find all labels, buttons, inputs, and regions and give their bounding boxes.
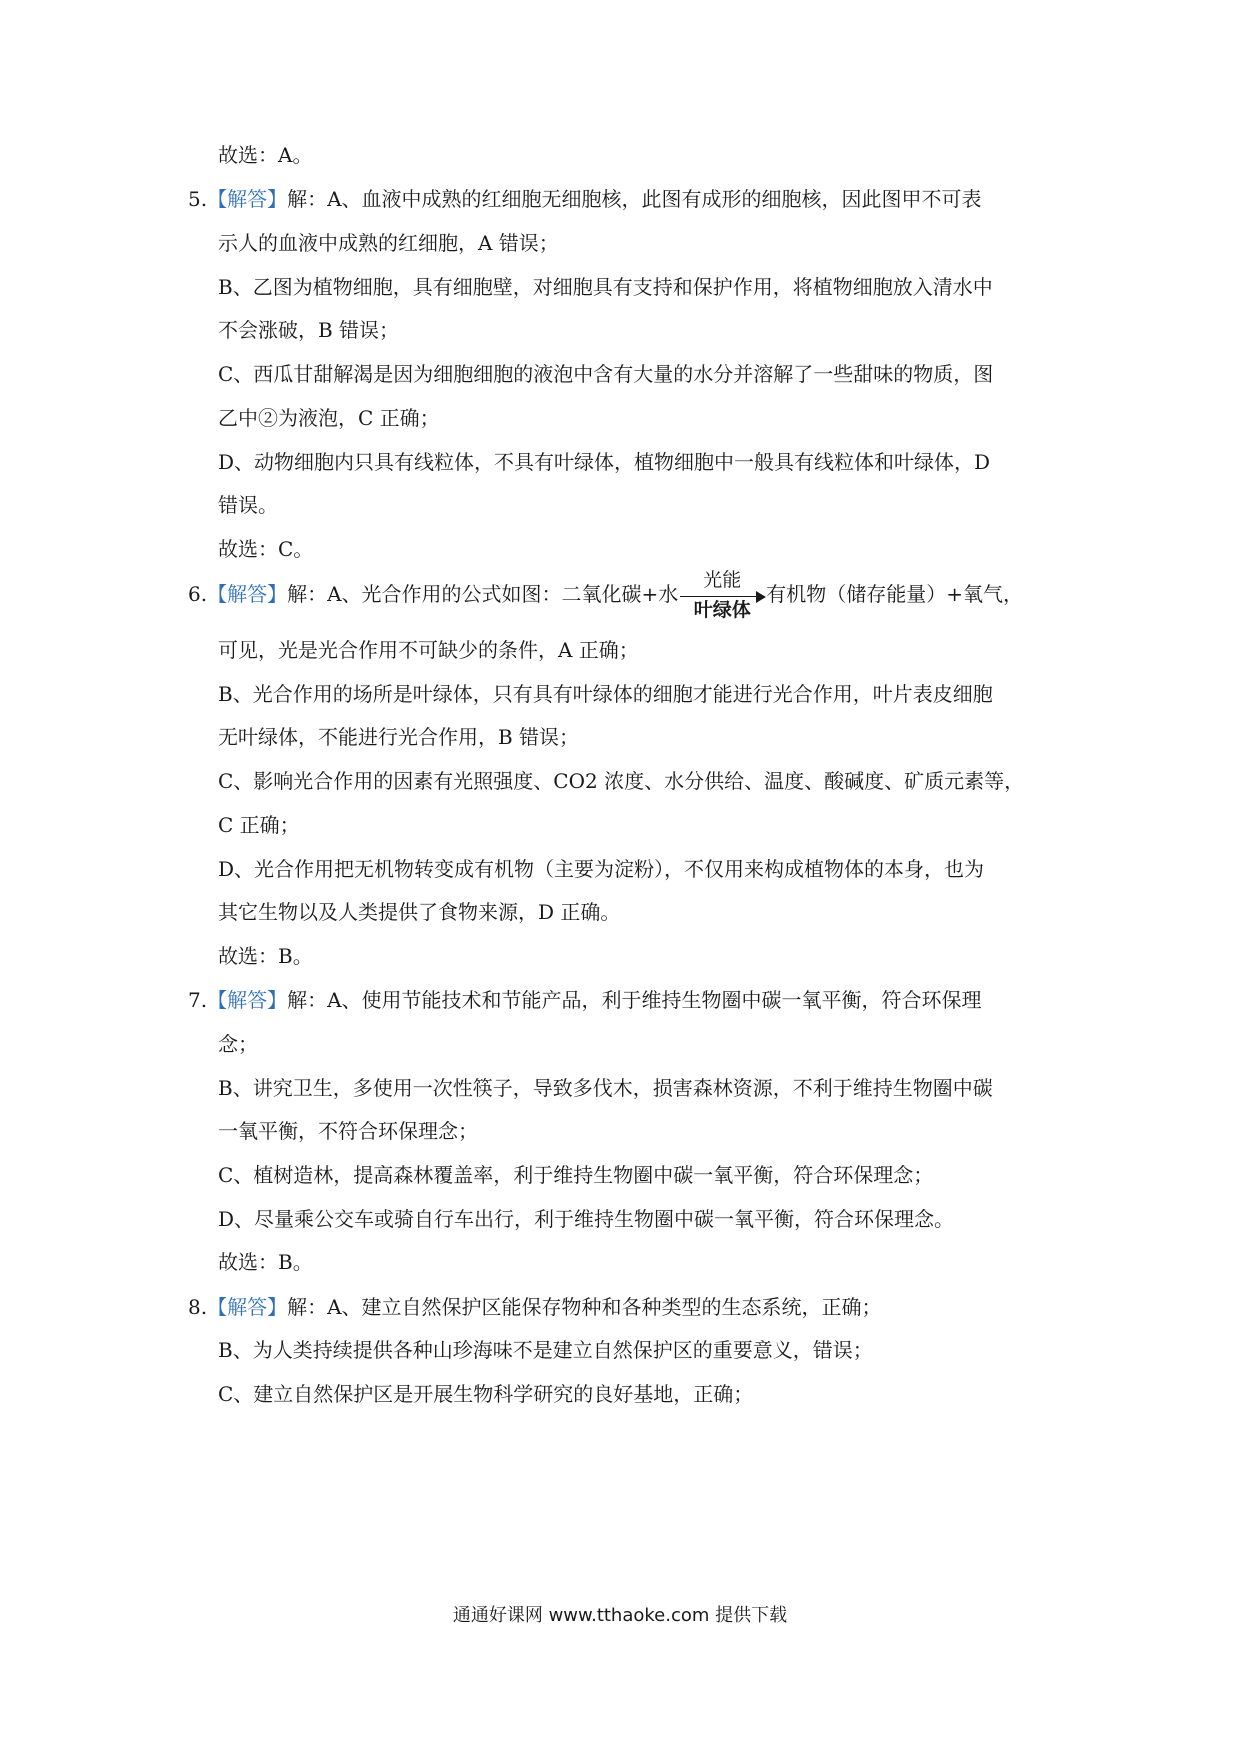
question-8-header [188,1293,882,1321]
answer-line: 无叶绿体，不能进行光合作用，B 错误； [218,725,580,749]
answer-line: B、讲究卫生，多使用一次性筷子，导致多伐木，损害森林资源，不利于维持生物圈中碳 [218,1076,993,1100]
answer-line: 可见，光是光合作用不可缺少的条件，A 正确； [218,638,639,662]
answer-tag: 【解答】 [207,582,288,606]
arrow-bottom-label: 叶绿体 [693,599,751,621]
answer-line: 其它生物以及人类提供了食物来源，D 正确。 [218,900,621,924]
answer-line: C、西瓜甘甜解渴是因为细胞细胞的液泡中含有大量的水分并溶解了一些甜味的物质，图 [218,362,994,386]
answer-text: 解：A、使用节能技术和节能产品，利于维持生物圈中碳一氧平衡，符合环保理 [287,988,982,1012]
answer-line: D、尽量乘公交车或骑自行车出行，利于维持生物圈中碳一氧平衡，符合环保理念。 [218,1207,955,1231]
question-6-header [188,569,1024,621]
question-number: 5. [188,187,208,211]
question-5-header [188,185,982,213]
answer-line: 念； [218,1032,258,1056]
arrow-top-label: 光能 [703,569,742,591]
reaction-arrow [678,569,766,621]
answer-line: 不会涨破，B 错误； [218,318,400,342]
answer-line: B、光合作用的场所是叶绿体，只有具有叶绿体的细胞才能进行光合作用，叶片表皮细胞 [218,682,993,706]
answer-text: 有机物（储存能量）+氧气， [766,582,1024,606]
answer-line: 示人的血液中成熟的红细胞，A 错误； [218,231,559,255]
answer-tag: 【解答】 [207,187,288,211]
question-number: 8. [188,1295,208,1319]
answer-text: 解：A、血液中成熟的红细胞无细胞核，此图有成形的细胞核，因此图甲不可表 [287,187,982,211]
question-number: 7. [188,988,208,1012]
answer-line: B、乙图为植物细胞，具有细胞壁，对细胞具有支持和保护作用，将植物细胞放入清水中 [218,275,993,299]
answer-line: 错误。 [218,493,278,517]
question-number: 6. [188,582,208,606]
answer-line: 乙中②为液泡，C 正确； [218,406,440,430]
answer-line: C、植树造林，提高森林覆盖率，利于维持生物圈中碳一氧平衡，符合环保理念； [218,1163,934,1187]
answer-line: 故选：A。 [218,143,313,167]
answer-line: 故选：C。 [218,537,314,561]
answer-line: B、为人类持续提供各种山珍海味不是建立自然保护区的重要意义，错误； [218,1338,873,1362]
answer-line: C、建立自然保护区是开展生物科学研究的良好基地，正确； [218,1382,754,1406]
page-footer: 通通好课网 www.tthaoke.com 提供下载 [452,1605,788,1626]
answer-line: C 正确； [218,813,300,837]
answer-tag: 【解答】 [207,988,288,1012]
answer-text: 解：A、光合作用的公式如图：二氧化碳+水 [287,582,679,606]
answer-text: 解：A、建立自然保护区能保存物种和各种类型的生态系统，正确； [287,1295,882,1319]
question-7-header [188,986,982,1014]
answer-line: 一氧平衡，不符合环保理念； [218,1119,478,1143]
arrow-line [680,596,760,597]
answer-line: 故选：B。 [218,1250,313,1274]
answer-line: D、动物细胞内只具有线粒体，不具有叶绿体，植物细胞中一般具有线粒体和叶绿体，D [218,450,991,474]
answer-line: 故选：B。 [218,944,313,968]
answer-line: D、光合作用把无机物转变成有机物（主要为淀粉），不仅用来构成植物体的本身，也为 [218,857,985,881]
answer-tag: 【解答】 [207,1295,288,1319]
answer-line: C、影响光合作用的因素有光照强度、CO2 浓度、水分供给、温度、酸碱度、矿质元素等， [218,769,1025,793]
